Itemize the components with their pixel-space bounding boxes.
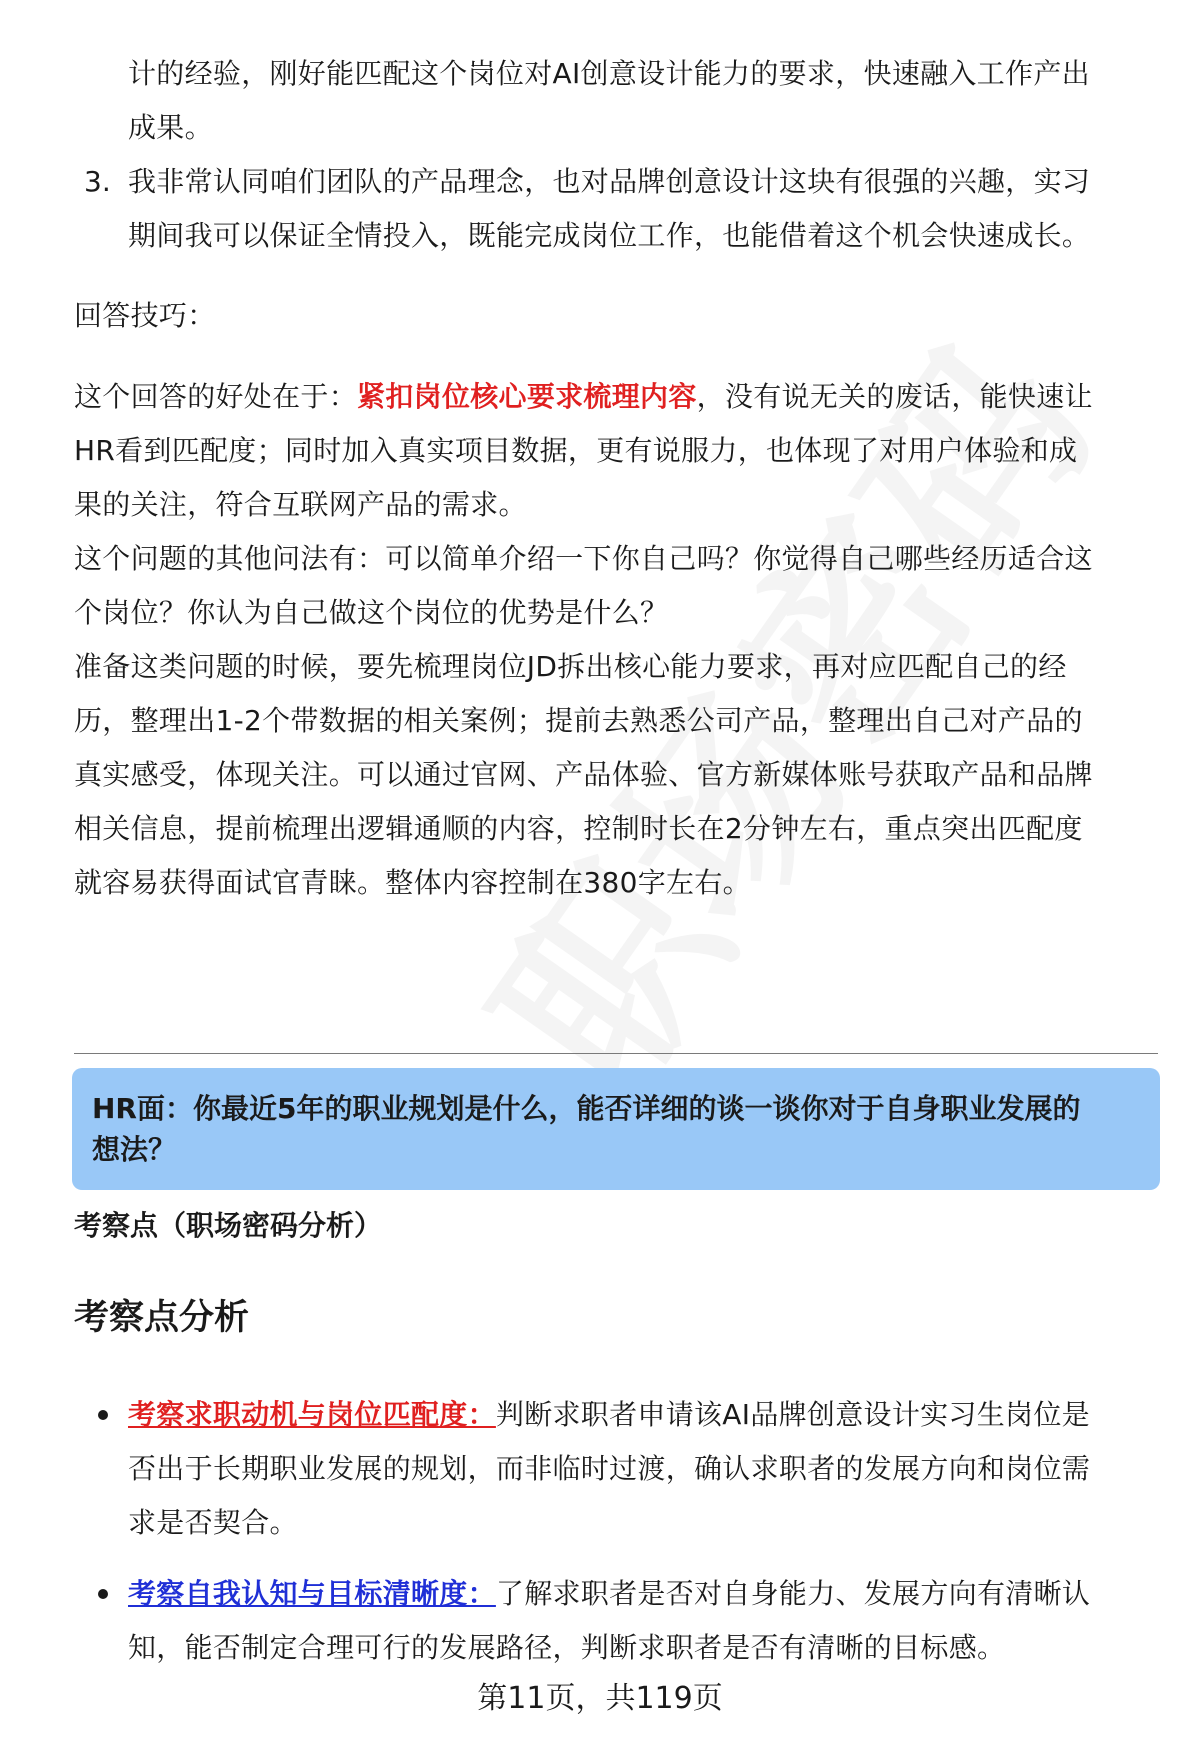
para-1-highlight: 紧扣岗位核心要求梳理内容 xyxy=(357,380,697,413)
para-1-prefix: 这个回答的好处在于： xyxy=(74,380,358,413)
section-small-heading: 考察点（职场密码分析） xyxy=(74,1209,383,1242)
page-footer: 第11页，共119页 xyxy=(477,1681,723,1716)
bullet-dot-icon xyxy=(98,1589,108,1599)
para-1-suffix: ，没有说无关的废话，能快速让 xyxy=(696,380,1093,413)
para-3-line-3: 真实感受，体现关注。可以通过官网、产品体验、官方新媒体账号获取产品和品牌 xyxy=(74,758,1093,791)
para-1-line-2: HR看到匹配度；同时加入真实项目数据，更有说服力，也体现了对用户体验和成 xyxy=(74,434,1078,467)
bullet-2-text: 了解求职者是否对自身能力、发展方向有清晰认 xyxy=(495,1577,1091,1610)
para-3-line-5: 就容易获得面试官青睐。整体内容控制在380字左右。 xyxy=(74,866,751,899)
bullet-1-line-1 xyxy=(128,1385,1158,1445)
bullet-1-line-2: 否出于长期职业发展的规划，而非临时过渡，确认求职者的发展方向和岗位需 xyxy=(128,1452,1091,1485)
para-3-line-2: 历，整理出1-2个带数据的相关案例；提前去熟悉公司产品，整理出自己对产品的 xyxy=(74,704,1083,737)
section-large-heading: 考察点分析 xyxy=(74,1298,250,1338)
bullet-1-line-3: 求是否契合。 xyxy=(128,1506,298,1539)
section-divider xyxy=(74,1053,1158,1054)
list-item-2-line-1: 计的经验，刚好能匹配这个岗位对AI创意设计能力的要求，快速融入工作产出 xyxy=(128,57,1090,90)
list-item-2-line-2: 成果。 xyxy=(128,111,213,144)
list-number-3: 3. xyxy=(84,165,111,198)
bullet-1-text: 判断求职者申请该AI品牌创意设计实习生岗位是 xyxy=(495,1398,1090,1431)
list-item-3-line-2: 期间我可以保证全情投入，既能完成岗位工作，也能借着这个机会快速成长。 xyxy=(128,219,1091,252)
question-line-2: 想法？ xyxy=(92,1133,177,1166)
para-3-line-1: 准备这类问题的时候，要先梳理岗位JD拆出核心能力要求，再对应匹配自己的经 xyxy=(74,650,1067,683)
para-1-line-3: 果的关注，符合互联网产品的需求。 xyxy=(74,488,527,521)
list-item-3-line-1: 我非常认同咱们团队的产品理念，也对品牌创意设计这块有很强的兴趣，实习 xyxy=(128,165,1091,198)
bullet-dot-icon xyxy=(98,1410,108,1420)
bullet-2-line-2: 知，能否制定合理可行的发展路径，判断求职者是否有清晰的目标感。 xyxy=(128,1631,1006,1664)
bullet-2-label: 考察自我认知与目标清晰度： xyxy=(128,1577,496,1610)
bullet-1-label: 考察求职动机与岗位匹配度： xyxy=(128,1398,496,1431)
para-3-line-4: 相关信息，提前梳理出逻辑通顺的内容，控制时长在2分钟左右，重点突出匹配度 xyxy=(74,812,1083,845)
para-2-line-1: 这个问题的其他问法有：可以简单介绍一下你自己吗？你觉得自己哪些经历适合这 xyxy=(74,542,1093,575)
tips-heading: 回答技巧： xyxy=(74,299,216,332)
question-box xyxy=(72,1068,1160,1190)
para-2-line-2: 个岗位？你认为自己做这个岗位的优势是什么？ xyxy=(74,596,669,629)
para-1-line-1 xyxy=(74,367,1158,427)
question-line-1: HR面：你最近5年的职业规划是什么，能否详细的谈一谈你对于自身职业发展的 xyxy=(92,1092,1081,1125)
bullet-2-line-1 xyxy=(128,1564,1158,1624)
